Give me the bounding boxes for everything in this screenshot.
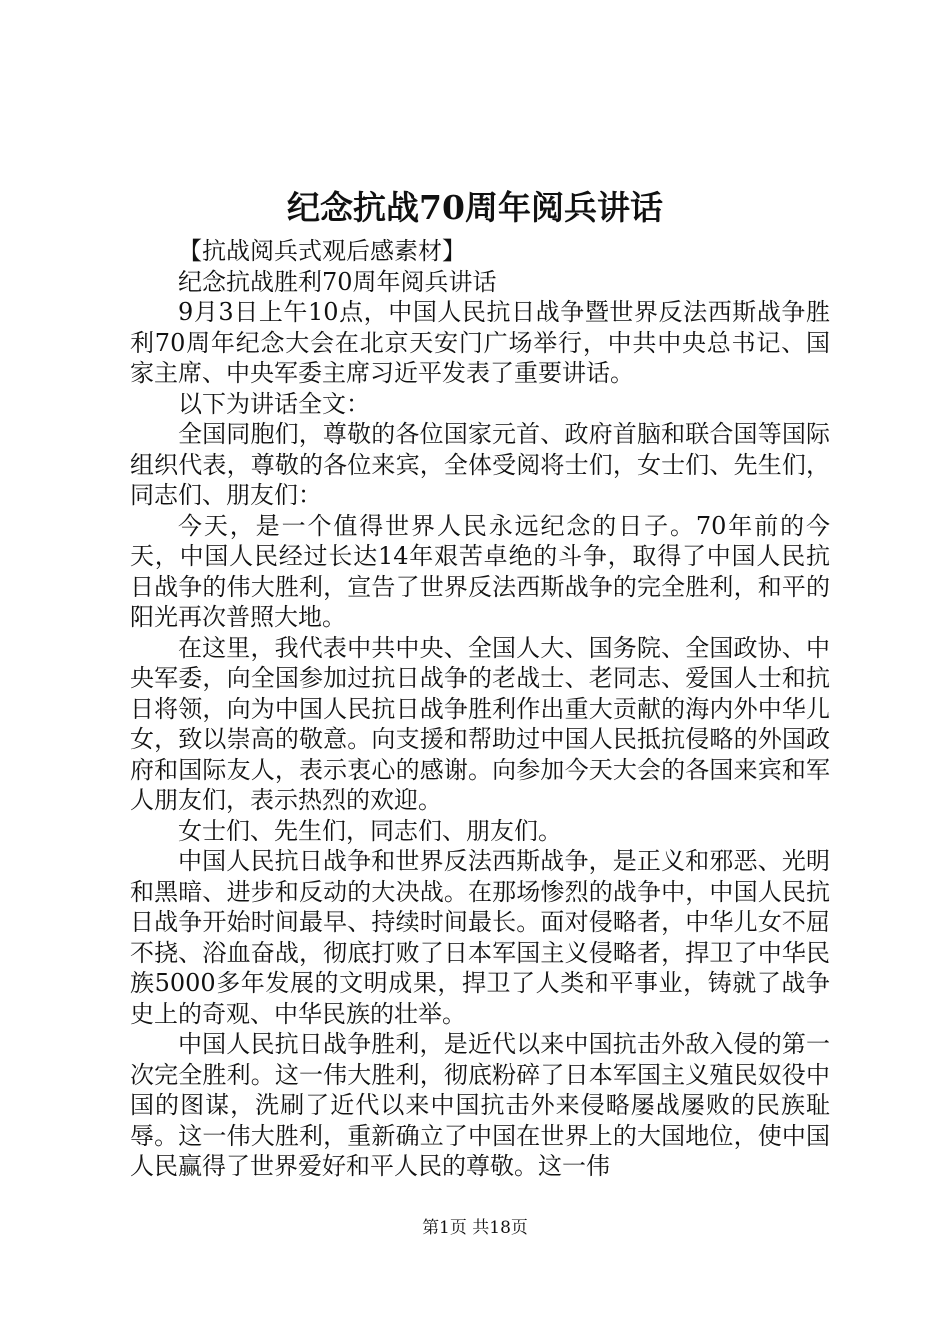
paragraph-today: 今天，是一个值得世界人民永远纪念的日子。70年前的今天，中国人民经过长达14年艰苦卓绝的斗争，取得了中国人民抗日战争的伟大胜利，宣告了世界反法西斯战争的完全胜利，和平的阳光再次普照大地。 — [130, 511, 830, 631]
document-title: 纪念抗战70周年阅兵讲话 — [287, 188, 663, 227]
paragraph-subtitle: 纪念抗战胜利70周年阅兵讲话 — [178, 267, 497, 296]
paragraph-address: 女士们、先生们，同志们、朋友们。 — [178, 816, 562, 845]
paragraph-material-tag: 【抗战阅兵式观后感素材】 — [178, 237, 466, 265]
document-body — [130, 236, 830, 1182]
paragraph-victory: 中国人民抗日战争胜利，是近代以来中国抗击外敌入侵的第一次完全胜利。这一伟大胜利，彻底粉碎了日本军国主义殖民奴役中国的图谋，洗刷了近代以来中国抗击外来侵略屡战屡败的民族耻辱。这一伟大胜利，重新确立了中国在世界上的大国地位，使中国人民赢得了世界爱好和平人民的尊敬。这一伟 — [130, 1030, 830, 1180]
paragraph-full-text-label: 以下为讲话全文： — [178, 389, 370, 418]
paragraph-tribute: 在这里，我代表中共中央、全国人大、国务院、全国政协、中央军委，向全国参加过抗日战争的老战士、老同志、爱国人士和抗日将领，向为中国人民抗日战争胜利作出重大贡献的海内外中华儿女，致以崇高的敬意。向支援和帮助过中国人民抵抗侵略的外国政府和国际友人，表示衷心的感谢。向参加今天大会的各国来宾和军人朋友们，表示热烈的欢迎。 — [130, 633, 830, 814]
page-number-footer: 第1页 共18页 — [422, 1218, 528, 1238]
paragraph-greeting: 全国同胞们，尊敬的各位国家元首、政府首脑和联合国等国际组织代表，尊敬的各位来宾，全体受阅将士们，女士们、先生们，同志们、朋友们： — [130, 420, 830, 509]
paragraph-intro: 9月3日上午10点，中国人民抗日战争暨世界反法西斯战争胜利70周年纪念大会在北京天安门广场举行，中共中央总书记、国家主席、中央军委主席习近平发表了重要讲话。 — [130, 298, 830, 387]
paragraph-war-significance: 中国人民抗日战争和世界反法西斯战争，是正义和邪恶、光明和黑暗、进步和反动的大决战。在那场惨烈的战争中，中国人民抗日战争开始时间最早、持续时间最长。面对侵略者，中华儿女不屈不挠、浴血奋战，彻底打败了日本军国主义侵略者，捍卫了中华民族5000多年发展的文明成果，捍卫了人类和平事业，铸就了战争史上的奇观、中华民族的壮举。 — [130, 847, 830, 1028]
